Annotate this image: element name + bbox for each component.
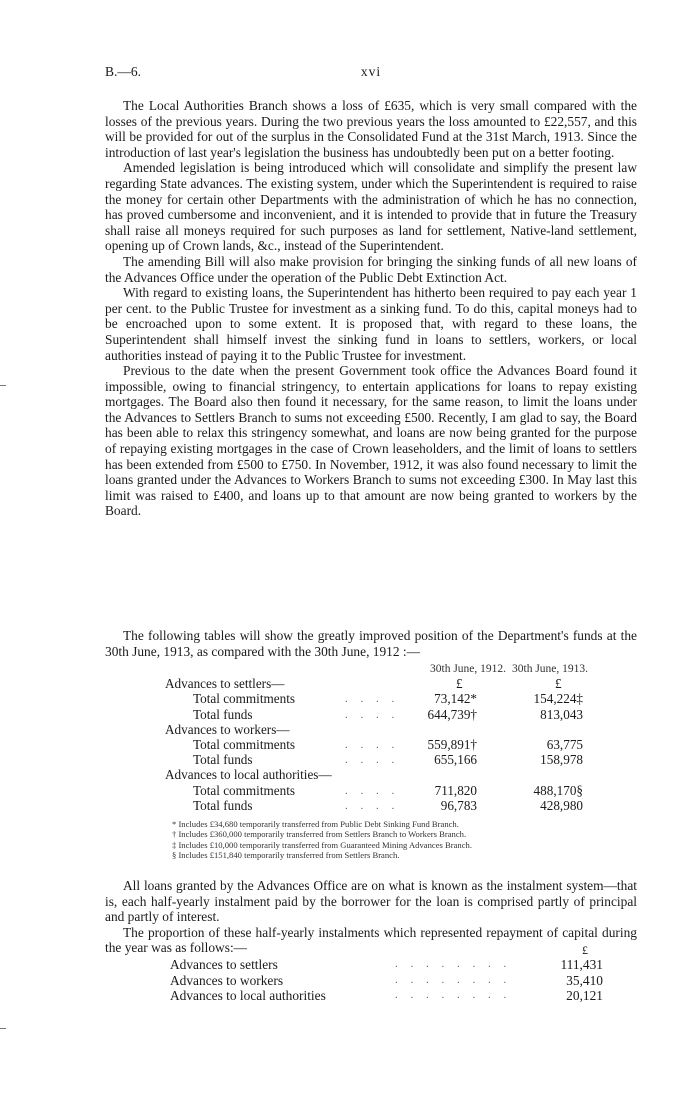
leader-dots: . . . .	[345, 799, 400, 812]
body-text	[105, 98, 637, 519]
scan-edge-mark	[0, 1028, 6, 1029]
row-label: Total funds	[193, 797, 253, 813]
table-section-title	[165, 677, 605, 692]
leader-dots: . . . . . . . .	[395, 973, 512, 986]
row-label: Total funds	[193, 706, 253, 722]
value-1912: 711,820	[434, 782, 477, 798]
leader-dots: . . . .	[345, 693, 400, 706]
value-1913: 488,170§	[533, 782, 583, 798]
row-label: Advances to local authorities	[170, 988, 326, 1004]
row-label: Advances to workers	[170, 972, 284, 988]
footnotes	[172, 819, 472, 861]
footnote: § Includes £151,840 temporarily transferred from Settlers Branch.	[172, 850, 400, 861]
value-1912: 644,739†	[427, 706, 477, 722]
value-1913: 158,978	[540, 752, 583, 768]
section-label: Advances to workers—	[165, 721, 290, 737]
paragraph: The following tables will show the greatly improved position of the Department's funds at the 30th June, 1913, as compared with the 30th June, 1912 :—	[105, 628, 637, 659]
paragraph: The amending Bill will also make provision for bringing the sinking funds of all new loans of the Advances Office under the operation of the Public Debt Extinction Act.	[105, 253, 637, 285]
table-row	[170, 973, 630, 989]
value-1913: 154,224‡	[533, 691, 583, 707]
row-label: Total funds	[193, 752, 253, 768]
table-row	[165, 799, 605, 814]
section-label: Advances to local authorities—	[165, 767, 332, 783]
table-row	[165, 784, 605, 799]
leader-dots: . . . . . . . .	[395, 989, 512, 1002]
leader-dots: . . . .	[345, 784, 400, 797]
paragraph: Previous to the date when the present Government took office the Advances Board found it impossible, owing to financial stringency, to entertain applications for loans to repay existing mortgages. The Board also then found it necessary, for the same reason, to limit the loans under the Advances to Settlers Branch to sums not exceeding £500. Recently, I am glad to say, the Board has been able to relax this stringency somewhat, and loans are now being granted for the purpose of repaying existing mortgages in the case of Crown leaseholders, and the limit of loans to settlers has been extended from £500 to £750. In November, 1912, it was also found necessary to limit the loans granted under the Advances to Workers Branch to sums not exceeding £300. In May last this limit was raised to £400, and loans up to that amount are now being granted to workers by the Board.	[105, 363, 637, 519]
value-1912: 559,891†	[427, 736, 477, 752]
row-value: 111,431	[560, 957, 603, 972]
table-row	[170, 943, 630, 973]
row-label: Total commitments	[193, 782, 295, 798]
table-row	[165, 753, 605, 768]
currency-symbol: £	[555, 676, 562, 692]
currency-symbol: £	[582, 943, 588, 957]
row-label: Advances to settlers	[170, 957, 278, 972]
column-header-1912: 30th June, 1912.	[430, 663, 507, 675]
value-1913: 428,980	[540, 797, 583, 813]
row-label: Total commitments	[193, 691, 295, 707]
column-header-1913: 30th June, 1913.	[512, 663, 589, 675]
footnote: ‡ Includes £10,000 temporarily transferred from Guaranteed Mining Advances Branch.	[172, 839, 472, 850]
leader-dots: . . . . . . . .	[395, 958, 512, 970]
leader-dots: . . . .	[345, 738, 400, 751]
page-header	[105, 64, 637, 84]
table-header-row	[165, 662, 605, 677]
value-1912: 655,166	[434, 752, 477, 768]
paragraph: Amended legislation is being introduced which will consolidate and simplify the present law regarding State advances. The existing system, under which the Superintendent is required to raise the money for certain other Departments with the administration of which he has no connection, has proved cumbersome and inconvenient, and it is intended to provide that in future the Treasury shall raise all moneys required for such purposes as land for settlement, Native-land settlement, opening up of Crown lands, &c., instead of the Superintendent.	[105, 160, 637, 254]
funds-table	[165, 662, 605, 814]
table-section-title	[165, 768, 605, 783]
value-1913: 63,775	[546, 736, 583, 752]
closing-text	[105, 878, 637, 956]
paragraph: With regard to existing loans, the Superintendent has hitherto been required to pay each year 1 per cent. to the Public Trustee for investment as a sinking fund. To do this, capital moneys had to be encroached upon to some extent. It is proposed that, with regard to these loans, the Superintendent shall himself invest the sinking fund in loans to settlers, workers, or local authorities instead of paying it to the Public Trustee for investment.	[105, 285, 637, 363]
footnote: † Includes £360,000 temporarily transferred from Settlers Branch to Workers Branch.	[172, 829, 467, 840]
leader-dots: . . . .	[345, 708, 400, 721]
value-1913: 813,043	[540, 706, 583, 722]
table-row	[170, 988, 630, 1004]
table-section-title	[165, 723, 605, 738]
leader-dots: . . . .	[345, 754, 400, 767]
repayment-table	[170, 943, 630, 1004]
currency-symbol: £	[456, 676, 463, 692]
section-label: Advances to settlers—	[165, 676, 285, 692]
row-value: 35,410	[566, 972, 603, 988]
row-label: Total commitments	[193, 736, 295, 752]
value-1912: 96,783	[440, 797, 477, 813]
row-value: 20,121	[566, 988, 603, 1004]
scan-edge-mark	[0, 385, 6, 386]
table-intro	[105, 628, 637, 659]
document-reference: B.—6.	[105, 64, 142, 79]
value-1912: 73,142*	[434, 691, 477, 707]
table-row	[165, 692, 605, 707]
paragraph: The proportion of these half-yearly instalments which represented repayment of capital during the year was as follows:—	[105, 924, 637, 956]
table-row	[165, 738, 605, 753]
paragraph: All loans granted by the Advances Office are on what is known as the instalment system—that is, each half-yearly instalment paid by the borrower for the loan is comprised partly of principal and partly of interest.	[105, 878, 637, 925]
table-row	[165, 708, 605, 723]
paragraph: The Local Authorities Branch shows a loss of £635, which is very small compared with the losses of the previous years. During the two previous years the loss amounted to £22,557, and this will be provided for out of the surplus in the Consolidated Fund at the 31st March, 1913. Since the introduction of last year's legislation the business has undoubtedly been put on a better footing.	[105, 98, 637, 160]
footnote: * Includes £34,680 temporarily transferred from Public Debt Sinking Fund Branch.	[172, 819, 459, 829]
page-number: xvi	[360, 64, 382, 79]
